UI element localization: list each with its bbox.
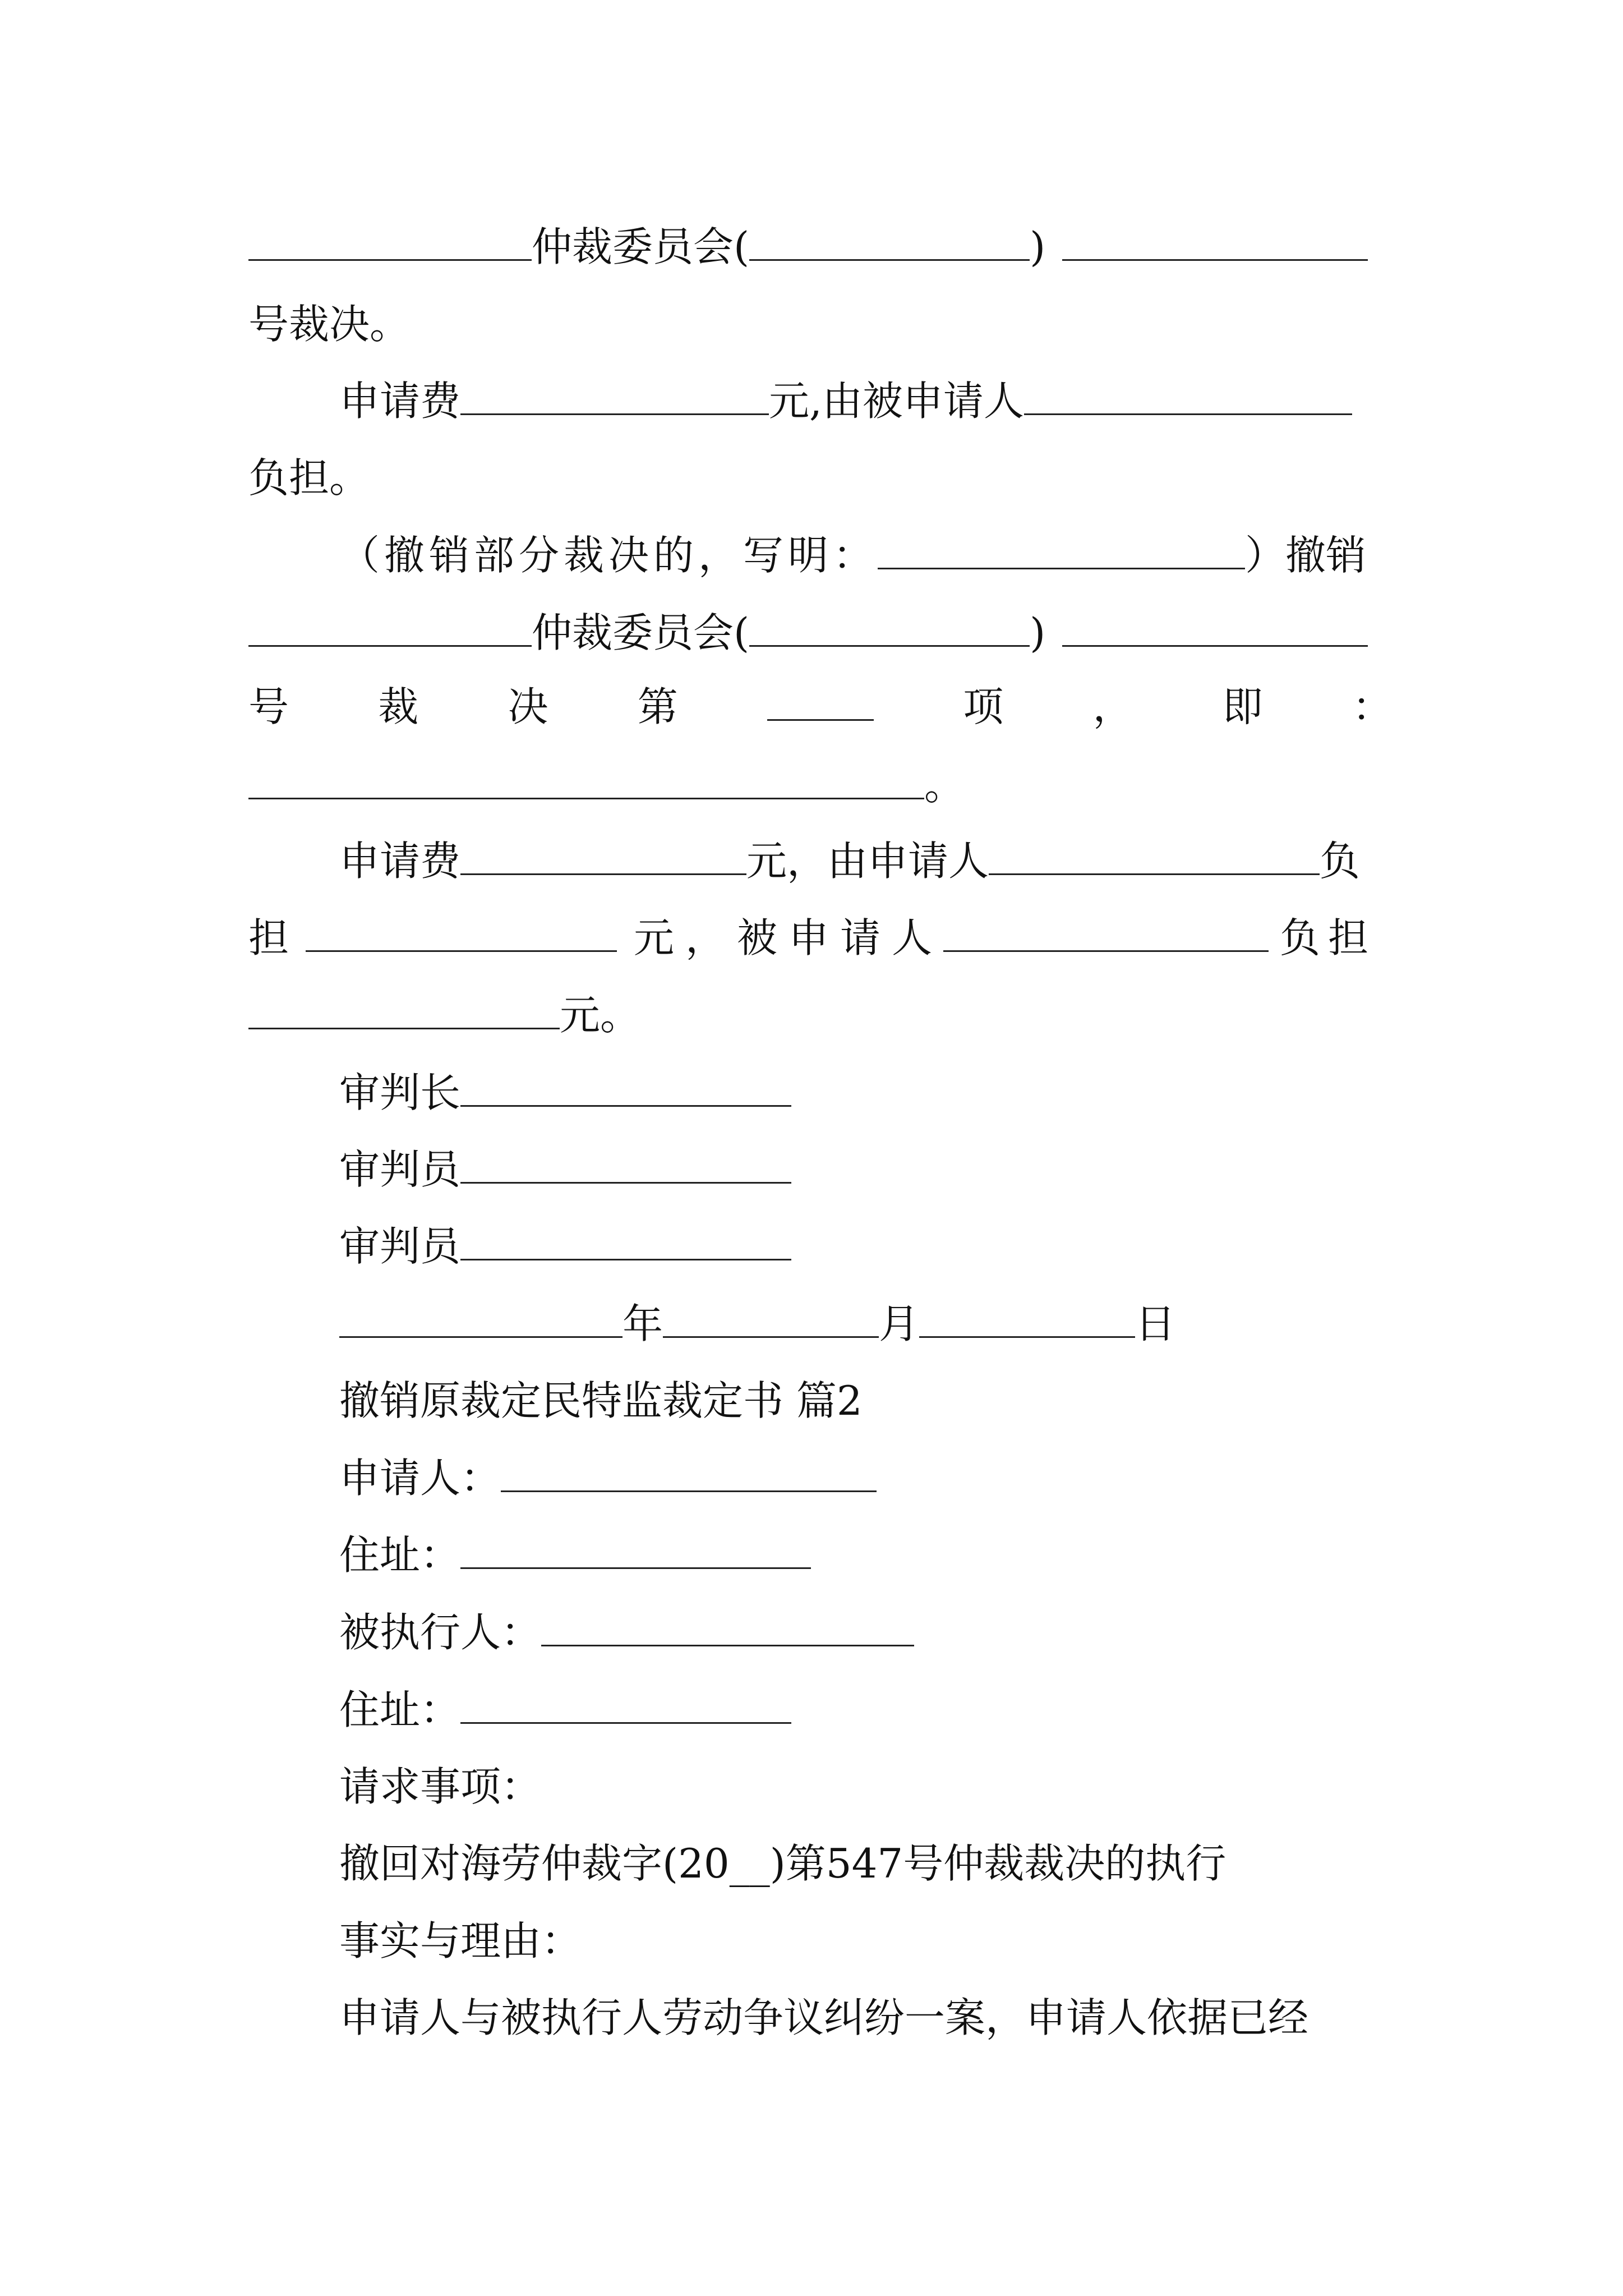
blank-field	[460, 1065, 791, 1107]
yuan-label: 元,由被申请人	[769, 378, 1024, 425]
yuan-label: 元，由申请人	[746, 838, 989, 885]
field-label: 住址：	[339, 1531, 461, 1579]
paren-close: )	[1030, 609, 1046, 656]
revoke-text: ）撤销	[1245, 532, 1367, 579]
signature-line	[339, 1213, 791, 1280]
field-line	[339, 1444, 877, 1512]
field-label: 被执行人：	[339, 1609, 542, 1656]
blank-field	[248, 987, 560, 1029]
char: 即	[1222, 683, 1263, 730]
day-label: 日	[1135, 1300, 1176, 1347]
judge-label: 审判员	[339, 1146, 461, 1193]
committee-label: 仲裁委员会(	[532, 609, 750, 656]
request-text: 撤回对海劳仲裁字(20__)第547号仲裁裁决的执行	[339, 1840, 1227, 1887]
fee-line	[339, 367, 1352, 435]
facts-heading: 事实与理由：	[339, 1917, 582, 1964]
ruling-text: 号裁决。	[248, 301, 411, 348]
blank-field	[248, 219, 532, 261]
paren-close: )	[1030, 223, 1046, 270]
char: 决	[508, 683, 548, 730]
judge-label: 审判长	[339, 1069, 461, 1116]
respondent-label: 元，被申请人	[634, 914, 944, 961]
section-title: 撤销原裁定民特监裁定书 篇2	[339, 1377, 863, 1424]
partial-revoke-line	[339, 522, 1366, 589]
burden-char: 担	[248, 914, 289, 961]
char: 裁	[378, 683, 419, 730]
ruling-item-line	[248, 673, 1393, 740]
text-line	[248, 444, 370, 512]
blank-field	[460, 1527, 811, 1569]
field-label: 住址：	[339, 1686, 461, 1733]
year-label: 年	[623, 1300, 663, 1347]
signature-line	[339, 1136, 791, 1203]
request-heading: 请求事项：	[339, 1763, 542, 1810]
committee-line-1	[248, 213, 1368, 280]
field-line	[339, 1676, 791, 1743]
blank-field	[541, 1604, 914, 1646]
fee-line-2	[339, 827, 1360, 895]
blank-field	[943, 910, 1269, 952]
blank-field	[1062, 605, 1368, 647]
char: ，	[1092, 683, 1133, 730]
blank-field	[1062, 219, 1368, 261]
blank-field	[460, 833, 746, 875]
period: 。	[924, 762, 965, 809]
committee-label: 仲裁委员会(	[532, 223, 750, 270]
blank-field	[767, 679, 874, 721]
judge-label: 审判员	[339, 1223, 461, 1270]
blank-field	[878, 527, 1245, 569]
text-line	[248, 291, 410, 358]
blank-field	[460, 1142, 791, 1184]
char: ：	[1352, 683, 1393, 730]
facts-text: 申请人与被执行人劳动争议纠纷一案，申请人依据已经	[339, 1994, 1309, 2041]
date-line	[339, 1290, 1175, 1358]
burden-label: 负担	[1280, 914, 1377, 961]
committee-line-2	[248, 599, 1368, 666]
field-line	[339, 1599, 914, 1666]
burden-text: 负担。	[248, 454, 370, 501]
blank-field	[460, 373, 769, 415]
yuan-end: 元。	[560, 992, 641, 1039]
blank-field	[1024, 373, 1352, 415]
blank-field	[339, 1296, 623, 1338]
fee-label: 申请费	[339, 378, 461, 425]
blank-field	[749, 605, 1030, 647]
fee-label: 申请费	[339, 838, 461, 885]
text-line	[248, 752, 965, 819]
text-line	[248, 982, 640, 1049]
fee-line-3	[248, 904, 1376, 972]
blank-field	[306, 910, 617, 952]
burden-char: 负	[1320, 838, 1361, 885]
blank-field	[989, 833, 1320, 875]
blank-field	[501, 1450, 877, 1492]
partial-revoke-text: （撤销部分裁决的，写明：	[339, 532, 878, 579]
blank-field	[248, 605, 532, 647]
blank-field	[248, 757, 924, 799]
blank-field	[460, 1218, 791, 1260]
blank-field	[919, 1296, 1135, 1338]
blank-field	[749, 219, 1030, 261]
char: 项	[963, 683, 1004, 730]
field-line	[339, 1521, 811, 1589]
char: 第	[637, 683, 678, 730]
signature-line	[339, 1059, 791, 1126]
blank-field	[663, 1296, 879, 1338]
month-label: 月	[879, 1300, 920, 1347]
field-label: 申请人：	[339, 1455, 501, 1502]
blank-field	[460, 1682, 791, 1724]
char: 号	[248, 683, 289, 730]
